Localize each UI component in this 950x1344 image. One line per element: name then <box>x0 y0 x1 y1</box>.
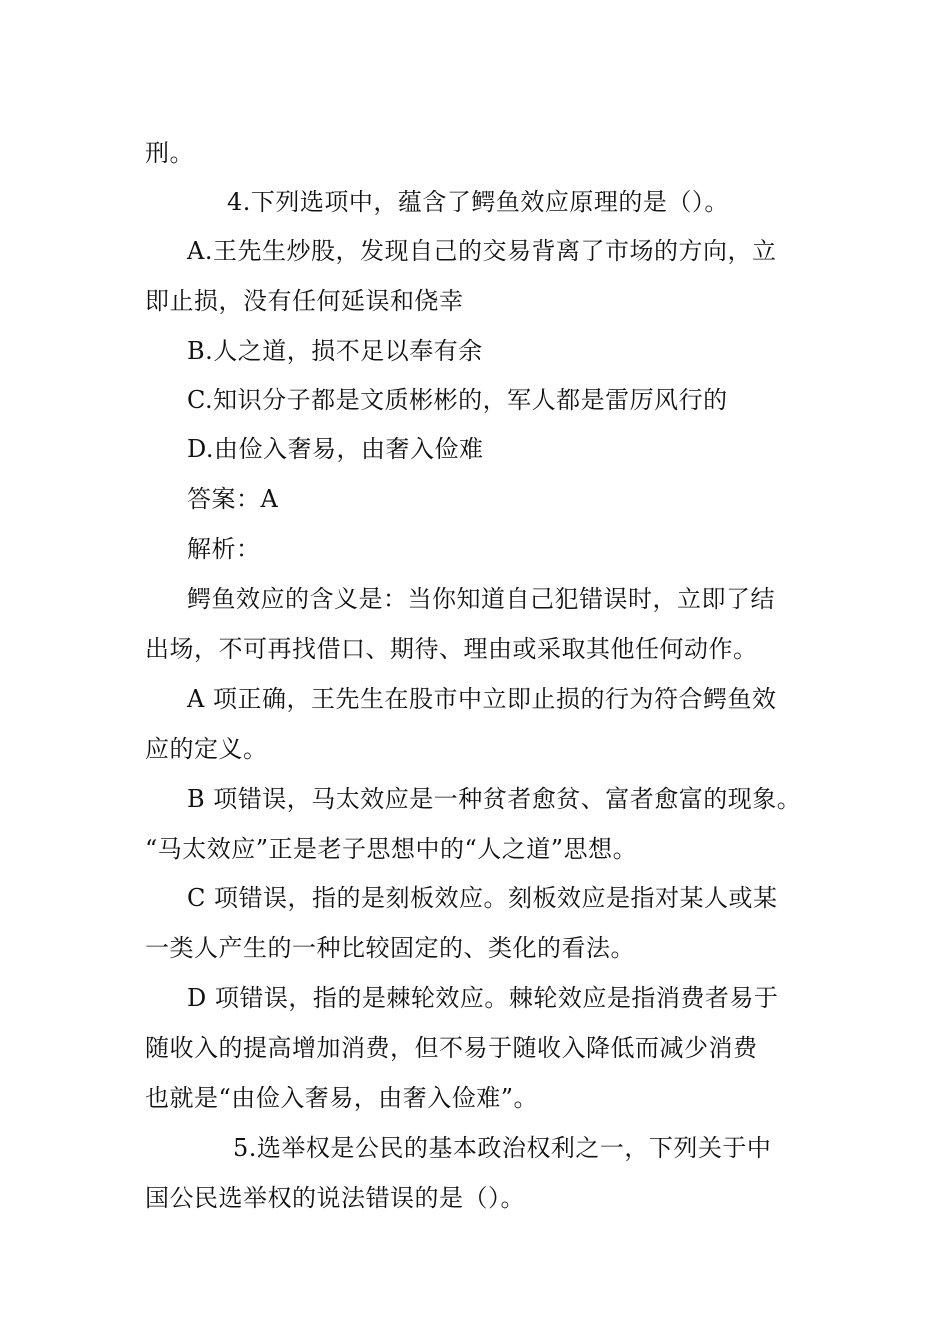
analysis-line: 一类人产生的一种比较固定的、类化的看法。 <box>145 934 635 962</box>
question-4-option-c: C.知识分子都是文质彬彬的，军人都是雷厉风行的 <box>187 386 728 414</box>
question-4-analysis-label: 解析： <box>187 535 261 563</box>
question-5-stem-line2: 国公民选举权的说法错误的是（）。 <box>145 1184 525 1212</box>
analysis-line: A 项正确，王先生在股市中立即止损的行为符合鳄鱼效 <box>187 685 777 713</box>
analysis-line: 应的定义。 <box>145 735 268 763</box>
analysis-line: B 项错误，马太效应是一种贫者愈贫、富者愈富的现象。 <box>187 785 802 813</box>
analysis-line: “马太效应”正是老子思想中的“人之道”思想。 <box>145 835 638 863</box>
analysis-line: 出场，不可再找借口、期待、理由或采取其他任何动作。 <box>145 635 758 663</box>
analysis-line: 随收入的提高增加消费，但不易于随收入降低而减少消费 <box>145 1034 758 1062</box>
question-4-option-d: D.由俭入奢易，由奢入俭难 <box>187 435 484 463</box>
question-4-option-a-line2: 即止损，没有任何延误和侥幸 <box>145 287 464 315</box>
question-4-option-a-line1: A.王先生炒股，发现自己的交易背离了市场的方向，立 <box>187 237 777 265</box>
question-4-stem: 4.下列选项中，蕴含了鳄鱼效应原理的是（）。 <box>227 188 729 216</box>
previous-question-tail: 刑。 <box>145 139 194 167</box>
analysis-line: 也就是“由俭入奢易，由奢入俭难”。 <box>145 1084 539 1112</box>
analysis-line: C 项错误，指的是刻板效应。刻板效应是指对某人或某 <box>187 884 778 912</box>
analysis-line: 鳄鱼效应的含义是：当你知道自己犯错误时，立即了结 <box>187 585 775 613</box>
question-4-option-b: B.人之道，损不足以奉有余 <box>187 337 483 365</box>
question-4-answer: 答案：A <box>187 485 279 513</box>
analysis-line: D 项错误，指的是棘轮效应。棘轮效应是指消费者易于 <box>187 984 779 1012</box>
question-5-stem-line1: 5.选举权是公民的基本政治权利之一，下列关于中 <box>233 1134 772 1162</box>
